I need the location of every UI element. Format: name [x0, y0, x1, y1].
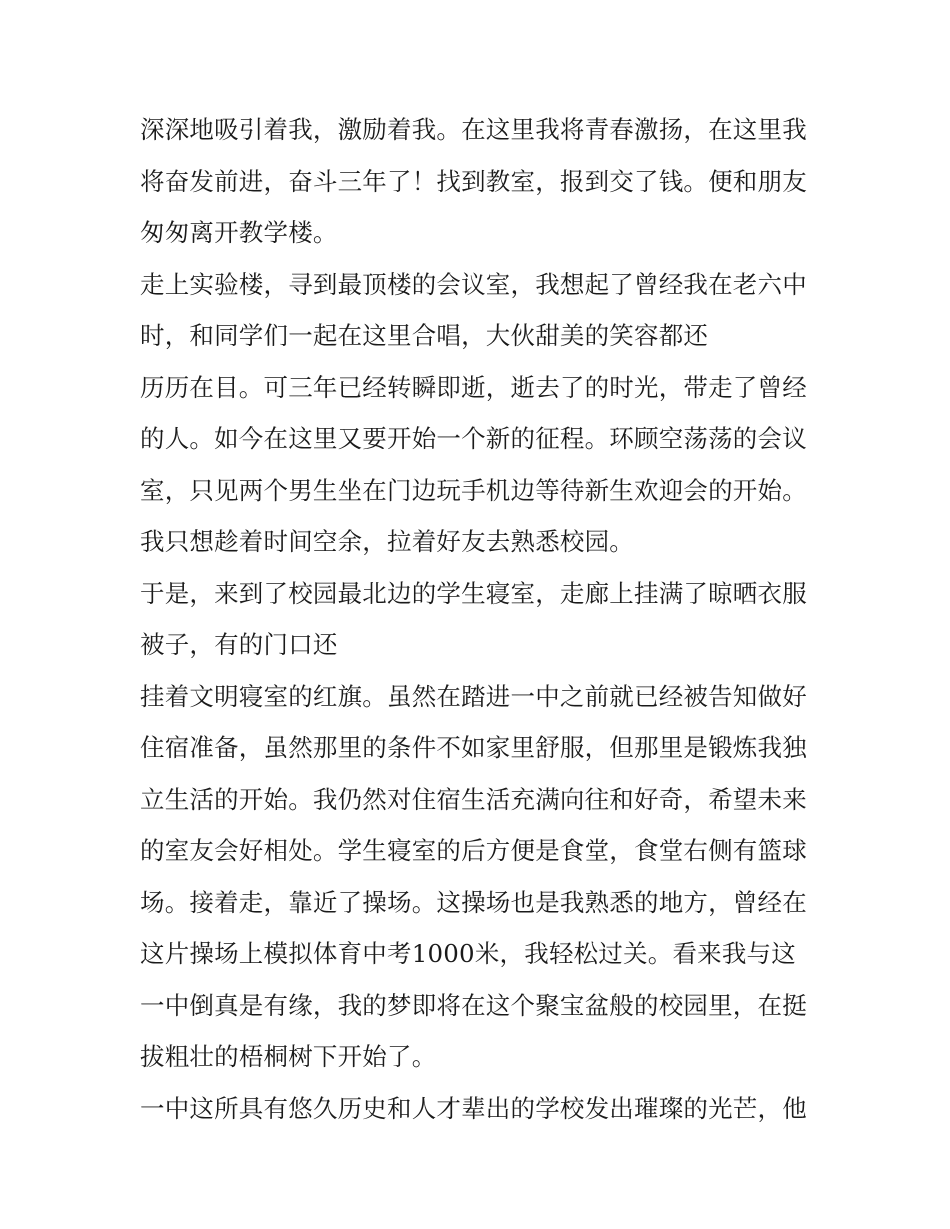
text-line: 走上实验楼，寻到最顶楼的会议室，我想起了曾经我在老六中 [140, 269, 807, 299]
text-line: 于是，来到了校园最北边的学生寝室，走廊上挂满了晾晒衣服 [140, 578, 807, 608]
text-line: 的室友会好相处。学生寝室的后方便是食堂，食堂右侧有篮球 [140, 836, 807, 865]
text-line: 历历在目。可三年已经转瞬即逝，逝去了的时光，带走了曾经 [140, 372, 807, 402]
text-line: 匆匆离开教学楼。 [140, 218, 338, 247]
text-line: 深深地吸引着我，激励着我。在这里我将青春激扬，在这里我 [140, 115, 807, 144]
text-line: 住宿准备，虽然那里的条件不如家里舒服，但那里是锻炼我独 [140, 733, 807, 762]
text-line: 我只想趁着时间空余，拉着好友去熟悉校园。 [140, 527, 634, 556]
text-line: 一中倒真是有缘，我的梦即将在这个聚宝盆般的校园里，在挺 [140, 990, 807, 1020]
text-line: 拔粗壮的梧桐树下开始了。 [140, 1042, 437, 1071]
text-line: 挂着文明寝室的红旗。虽然在踏进一中之前就已经被告知做好 [140, 681, 807, 711]
text-line: 将奋发前进，奋斗三年了！找到教室，报到交了钱。便和朋友 [140, 166, 807, 196]
text-line: 时，和同学们一起在这里合唱，大伙甜美的笑容都还 [140, 321, 709, 350]
text-line: 一中这所具有悠久历史和人才辈出的学校发出璀璨的光芒，他 [140, 1093, 807, 1123]
text-line: 的人。如今在这里又要开始一个新的征程。环顾空荡荡的会议 [140, 424, 807, 453]
text-line: 立生活的开始。我仍然对住宿生活充满向往和好奇，希望未来 [140, 784, 807, 814]
text-line: 被子，有的门口还 [140, 630, 338, 659]
text-line: 室，只见两个男生坐在门边玩手机边等待新生欢迎会的开始。 [140, 475, 807, 505]
text-line: 这片操场上模拟体育中考1000米，我轻松过关。看来我与这 [140, 939, 796, 968]
text-line: 场。接着走，靠近了操场。这操场也是我熟悉的地方，曾经在 [140, 887, 807, 917]
body-text [140, 108, 820, 1138]
